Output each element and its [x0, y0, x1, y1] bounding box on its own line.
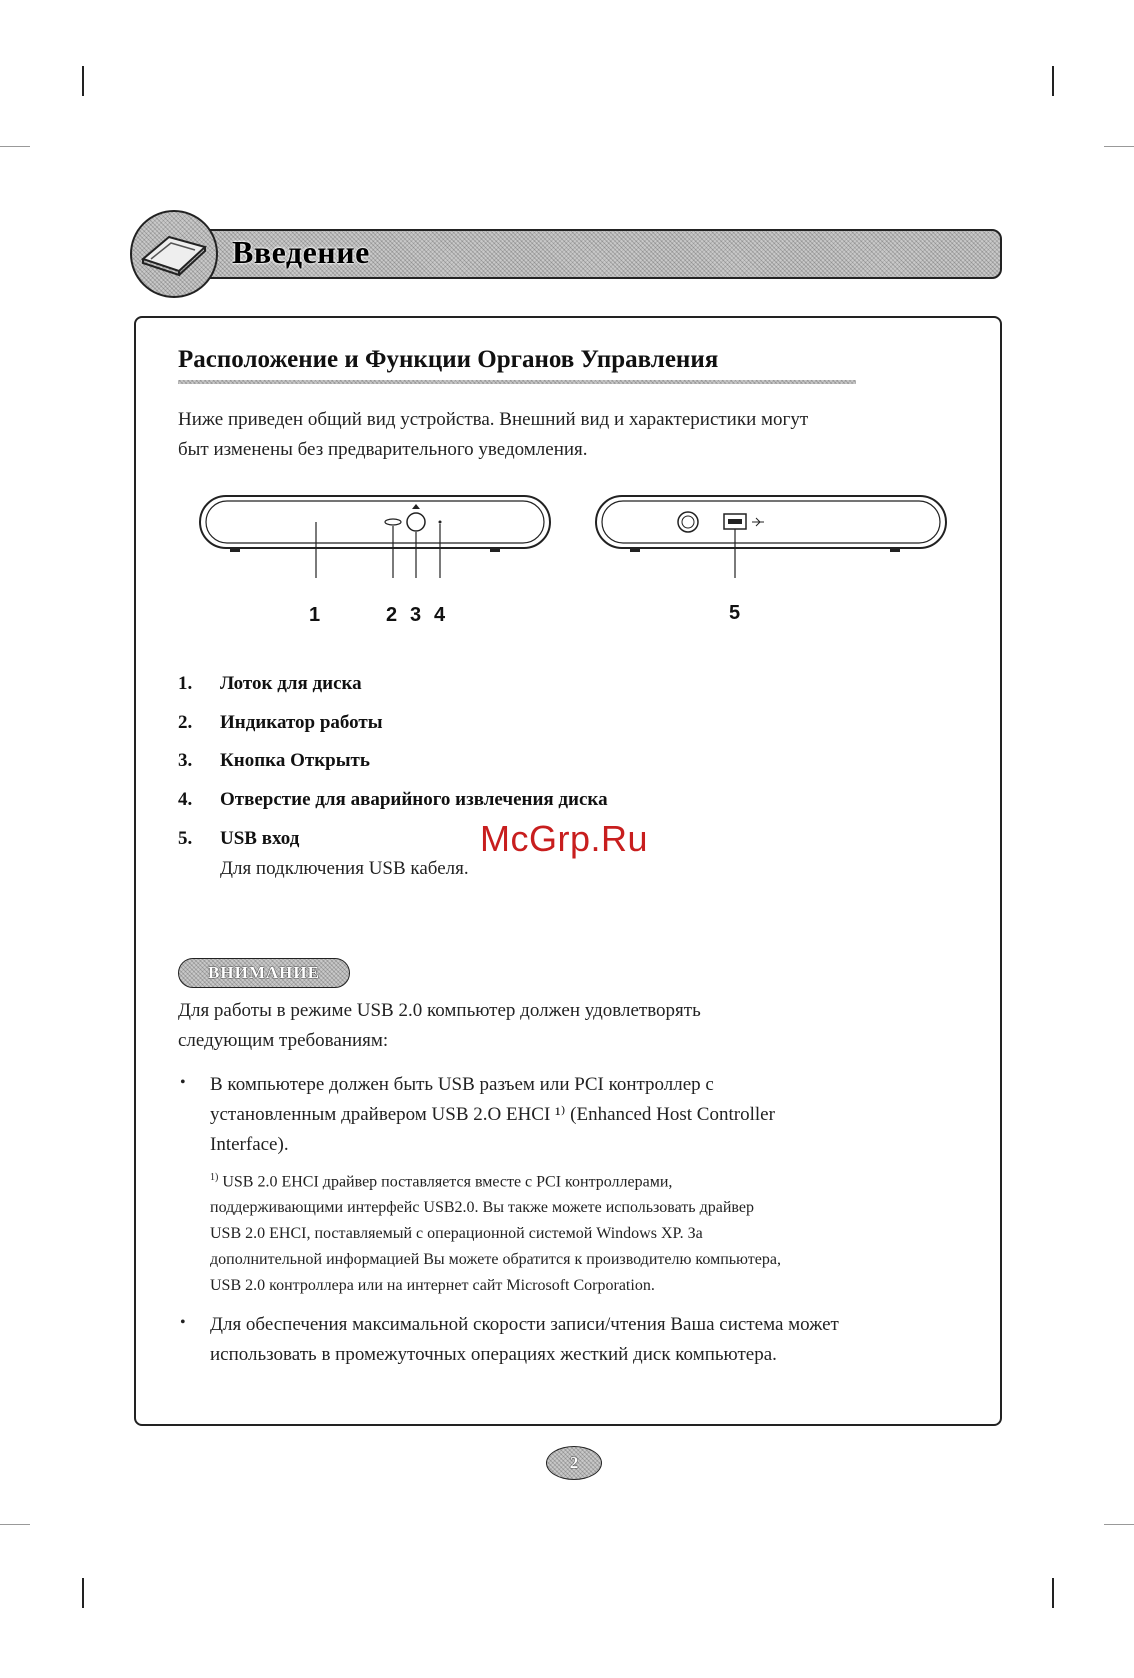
intro-line: быт изменены без предварительного уведомления. — [178, 439, 588, 460]
intro-paragraph — [178, 405, 968, 465]
list-item — [178, 673, 362, 695]
list-item-number: 2. — [178, 712, 193, 733]
usb-description: Для подключения USB кабеля. — [220, 858, 469, 879]
list-item-number: 5. — [178, 828, 193, 849]
crop-mark — [1052, 1578, 1054, 1608]
bullet-icon: • — [180, 1314, 186, 1331]
section-header-title: Введение — [232, 234, 370, 270]
bullet-line: установленным драйвером USB 2.O EHCI ¹⁾ (Enhanced Host Controller — [210, 1104, 775, 1125]
crop-mark — [82, 1578, 84, 1608]
list-item — [178, 750, 370, 772]
device-diagram — [190, 486, 970, 616]
diagram-label-2: 2 — [386, 604, 398, 626]
warning-intro-line: следующим требованиям: — [178, 1030, 389, 1051]
list-item-label: USB вход — [220, 828, 300, 849]
bullet-line: Для обеспечения максимальной скорости записи/чтения Ваша система может — [210, 1314, 839, 1335]
warning-badge — [178, 958, 350, 988]
bullet-line: Interface). — [210, 1134, 289, 1155]
footnote-line — [210, 1165, 970, 1195]
list-item-number: 1. — [178, 673, 193, 694]
eject-button — [407, 513, 425, 531]
footnote-mark: 1) — [210, 1172, 219, 1183]
footnote-line: USB 2.0 EHCI, поставляемый с операционной системой Windows XP. За — [210, 1225, 703, 1243]
warning-intro — [178, 996, 968, 1056]
section-title-underline — [178, 380, 856, 384]
power-jack — [678, 512, 698, 532]
bullet-line: использовать в промежуточных операциях жесткий диск компьютера. — [210, 1344, 777, 1365]
warning-intro-line: Для работы в режиме USB 2.0 компьютер должен удовлетворять — [178, 1000, 701, 1021]
crop-mark — [0, 1524, 30, 1525]
warning-label: ВНИМАНИЕ — [208, 963, 320, 982]
list-item-number: 3. — [178, 750, 193, 771]
footnote-text: USB 2.0 EHCI драйвер поставляется вместе с PCI контроллерами, — [222, 1173, 673, 1191]
optical-drive-icon — [139, 229, 209, 279]
bullet-requirement-hdd — [210, 1310, 970, 1370]
list-item — [178, 828, 299, 850]
list-item-number: 4. — [178, 789, 193, 810]
footnote-line: поддерживающими интерфейс USB2.0. Вы также можете использовать драйвер — [210, 1199, 754, 1217]
bullet-icon: • — [180, 1074, 186, 1091]
device-back-view — [596, 496, 946, 578]
bullet-line: В компьютере должен быть USB разъем или PCI контроллер с — [210, 1074, 714, 1095]
diagram-label-3: 3 — [410, 604, 422, 626]
footnote-line: USB 2.0 контроллера или на интернет сайт Microsoft Corporation. — [210, 1277, 655, 1295]
list-item-label: Индикатор работы — [220, 712, 383, 733]
bullet-requirement-usb — [210, 1070, 970, 1160]
list-item — [178, 712, 383, 734]
crop-mark — [1052, 66, 1054, 96]
list-item-label: Кнопка Открыть — [220, 750, 370, 771]
diagram-label-1: 1 — [309, 604, 321, 626]
crop-mark — [0, 146, 30, 147]
page-number-badge — [546, 1446, 602, 1480]
page-number: 2 — [569, 1453, 579, 1472]
diagram-label-5: 5 — [729, 602, 741, 624]
section-title: Расположение и Функции Органов Управления — [178, 346, 719, 373]
crop-mark — [1104, 1524, 1134, 1525]
emergency-eject-hole — [439, 521, 442, 524]
crop-mark — [1104, 146, 1134, 147]
device-front-view — [200, 496, 550, 578]
footnote-line: дополнительной информацией Вы можете обратится к производителю компьютера, — [210, 1251, 781, 1269]
diagram-label-4: 4 — [434, 604, 446, 626]
list-item — [178, 789, 608, 811]
activity-indicator — [385, 519, 401, 525]
list-item-label: Отверстие для аварийного извлечения диска — [220, 789, 608, 810]
section-header-emblem — [130, 210, 218, 298]
list-item-label: Лоток для диска — [220, 673, 362, 694]
footnote — [210, 1165, 970, 1299]
crop-mark — [82, 66, 84, 96]
watermark: McGrp.Ru — [480, 818, 649, 859]
intro-line: Ниже приведен общий вид устройства. Внешний вид и характеристики могут — [178, 409, 809, 430]
